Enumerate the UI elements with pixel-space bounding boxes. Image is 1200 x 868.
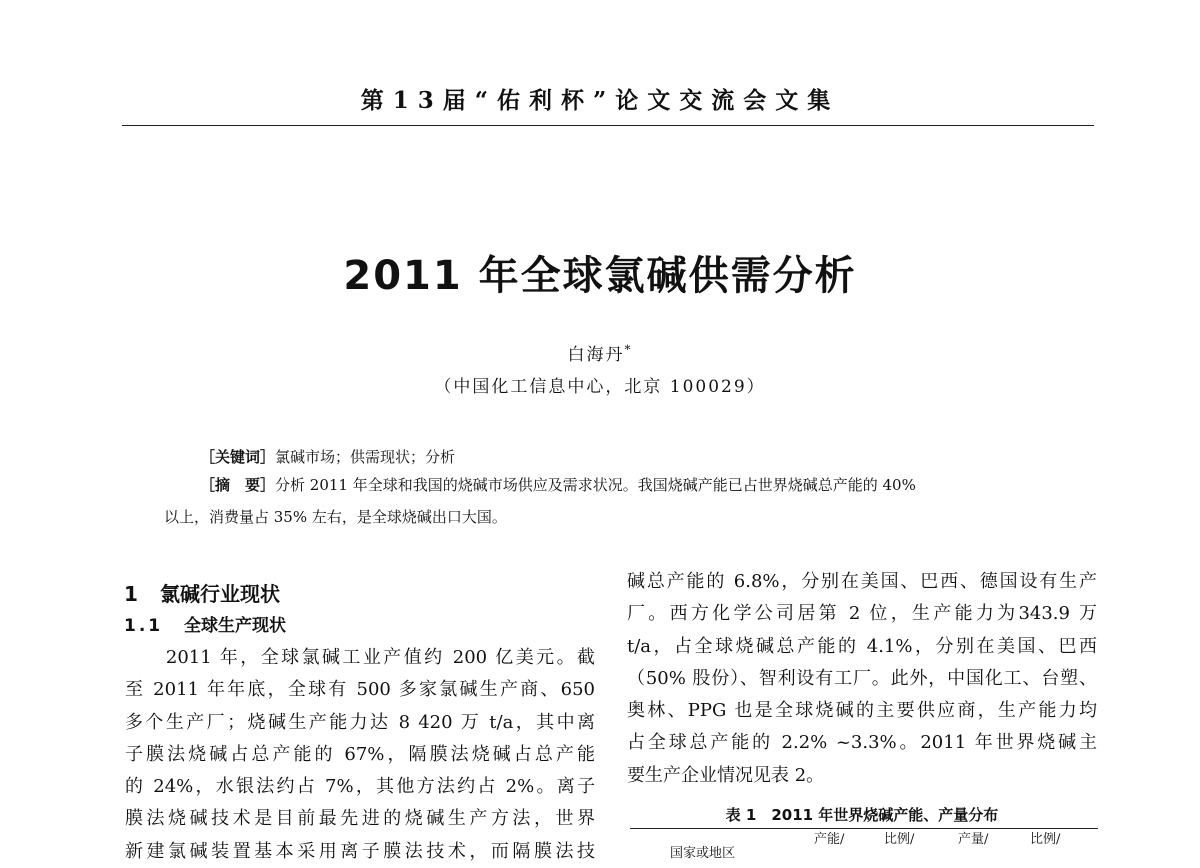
table-1-top-rule (630, 828, 1098, 829)
author-name: 白海丹 (567, 345, 625, 365)
table-1-header-capacity: 产能/ (814, 832, 845, 847)
table-1-header-output: 产量/ (958, 832, 989, 847)
body-line: 要生产企业情况见表 2。 (627, 764, 825, 786)
abstract-line-2: 以上，消费量占 35% 左右，是全球烧碱出口大国。 (164, 508, 507, 526)
right-column-body (627, 566, 1097, 792)
author-footnote-mark: * (624, 342, 633, 357)
section-1-number: 1 (124, 582, 138, 606)
section-1-1-heading (124, 611, 286, 636)
abstract-line-1 (200, 474, 916, 495)
table-1-header-output-share: 比例/ (1030, 832, 1061, 847)
body-line: 膜法烧碱技术是目前最先进的烧碱生产方法，世界 (125, 808, 595, 830)
affiliation: （中国化工信息中心，北京 100029） (434, 377, 766, 397)
section-1-heading (124, 578, 280, 607)
left-column-body (125, 642, 595, 868)
paper-title: 2011 年全球氯碱供需分析 (343, 253, 857, 299)
keywords-tag: ［关键词］ (200, 448, 276, 466)
table-1-caption: 表 1 2011 年世界烧碱产能、产量分布 (725, 806, 999, 824)
section-1-1-title: 全球生产现状 (184, 616, 286, 636)
body-line: 2011 年，全球氯碱工业产值约 200 亿美元。截 (125, 647, 595, 668)
running-head: 第13届“佑利杯”论文交流会文集 (360, 87, 840, 114)
body-line: t/a，占全球烧碱总产能的 4.1%，分别在美国、巴西 (627, 635, 1097, 657)
header-rule (122, 125, 1094, 126)
body-line: 碱总产能的 6.8%，分别在美国、巴西、德国设有生产 (627, 571, 1097, 592)
body-line: 奥林、PPG 也是全球烧碱的主要供应商，生产能力均 (627, 700, 1097, 722)
keywords-text: 氯碱市场；供需现状；分析 (275, 448, 456, 466)
abstract-tag: ［摘 要］ (200, 476, 276, 494)
table-1-header-region: 国家或地区 (670, 846, 736, 861)
table-1-header-capacity-share: 比例/ (884, 832, 915, 847)
body-line: 新建氯碱装置基本采用离子膜法技术，而隔膜法技 (125, 840, 595, 862)
abstract-text-1: 分析 2011 年全球和我国的烧碱市场供应及需求状况。我国烧碱产能已占世界烧碱总产能的 40% (275, 476, 916, 494)
body-line: 厂。西方化学公司居第 2 位，生产能力为343.9 万 (627, 603, 1097, 625)
section-1-1-number: 1.1 (124, 616, 164, 636)
body-line: 多个生产厂；烧碱生产能力达 8 420 万 t/a，其中离 (125, 711, 595, 733)
body-line: 子膜法烧碱占总产能的 67%，隔膜法烧碱占总产能 (125, 743, 595, 765)
keywords (200, 446, 455, 467)
author (0, 340, 1200, 365)
section-1-title: 氯碱行业现状 (160, 582, 280, 606)
body-line: 的 24%，水银法约占 7%，其他方法约占 2%。离子 (125, 776, 595, 798)
body-line: （50% 股份）、智利设有工厂。此外，中国化工、台塑、 (627, 667, 1097, 689)
body-line: 至 2011 年年底，全球有 500 多家氯碱生产商、650 (125, 679, 595, 701)
body-line: 占全球总产能的 2.2% ~3.3%。2011 年世界烧碱主 (627, 732, 1097, 754)
